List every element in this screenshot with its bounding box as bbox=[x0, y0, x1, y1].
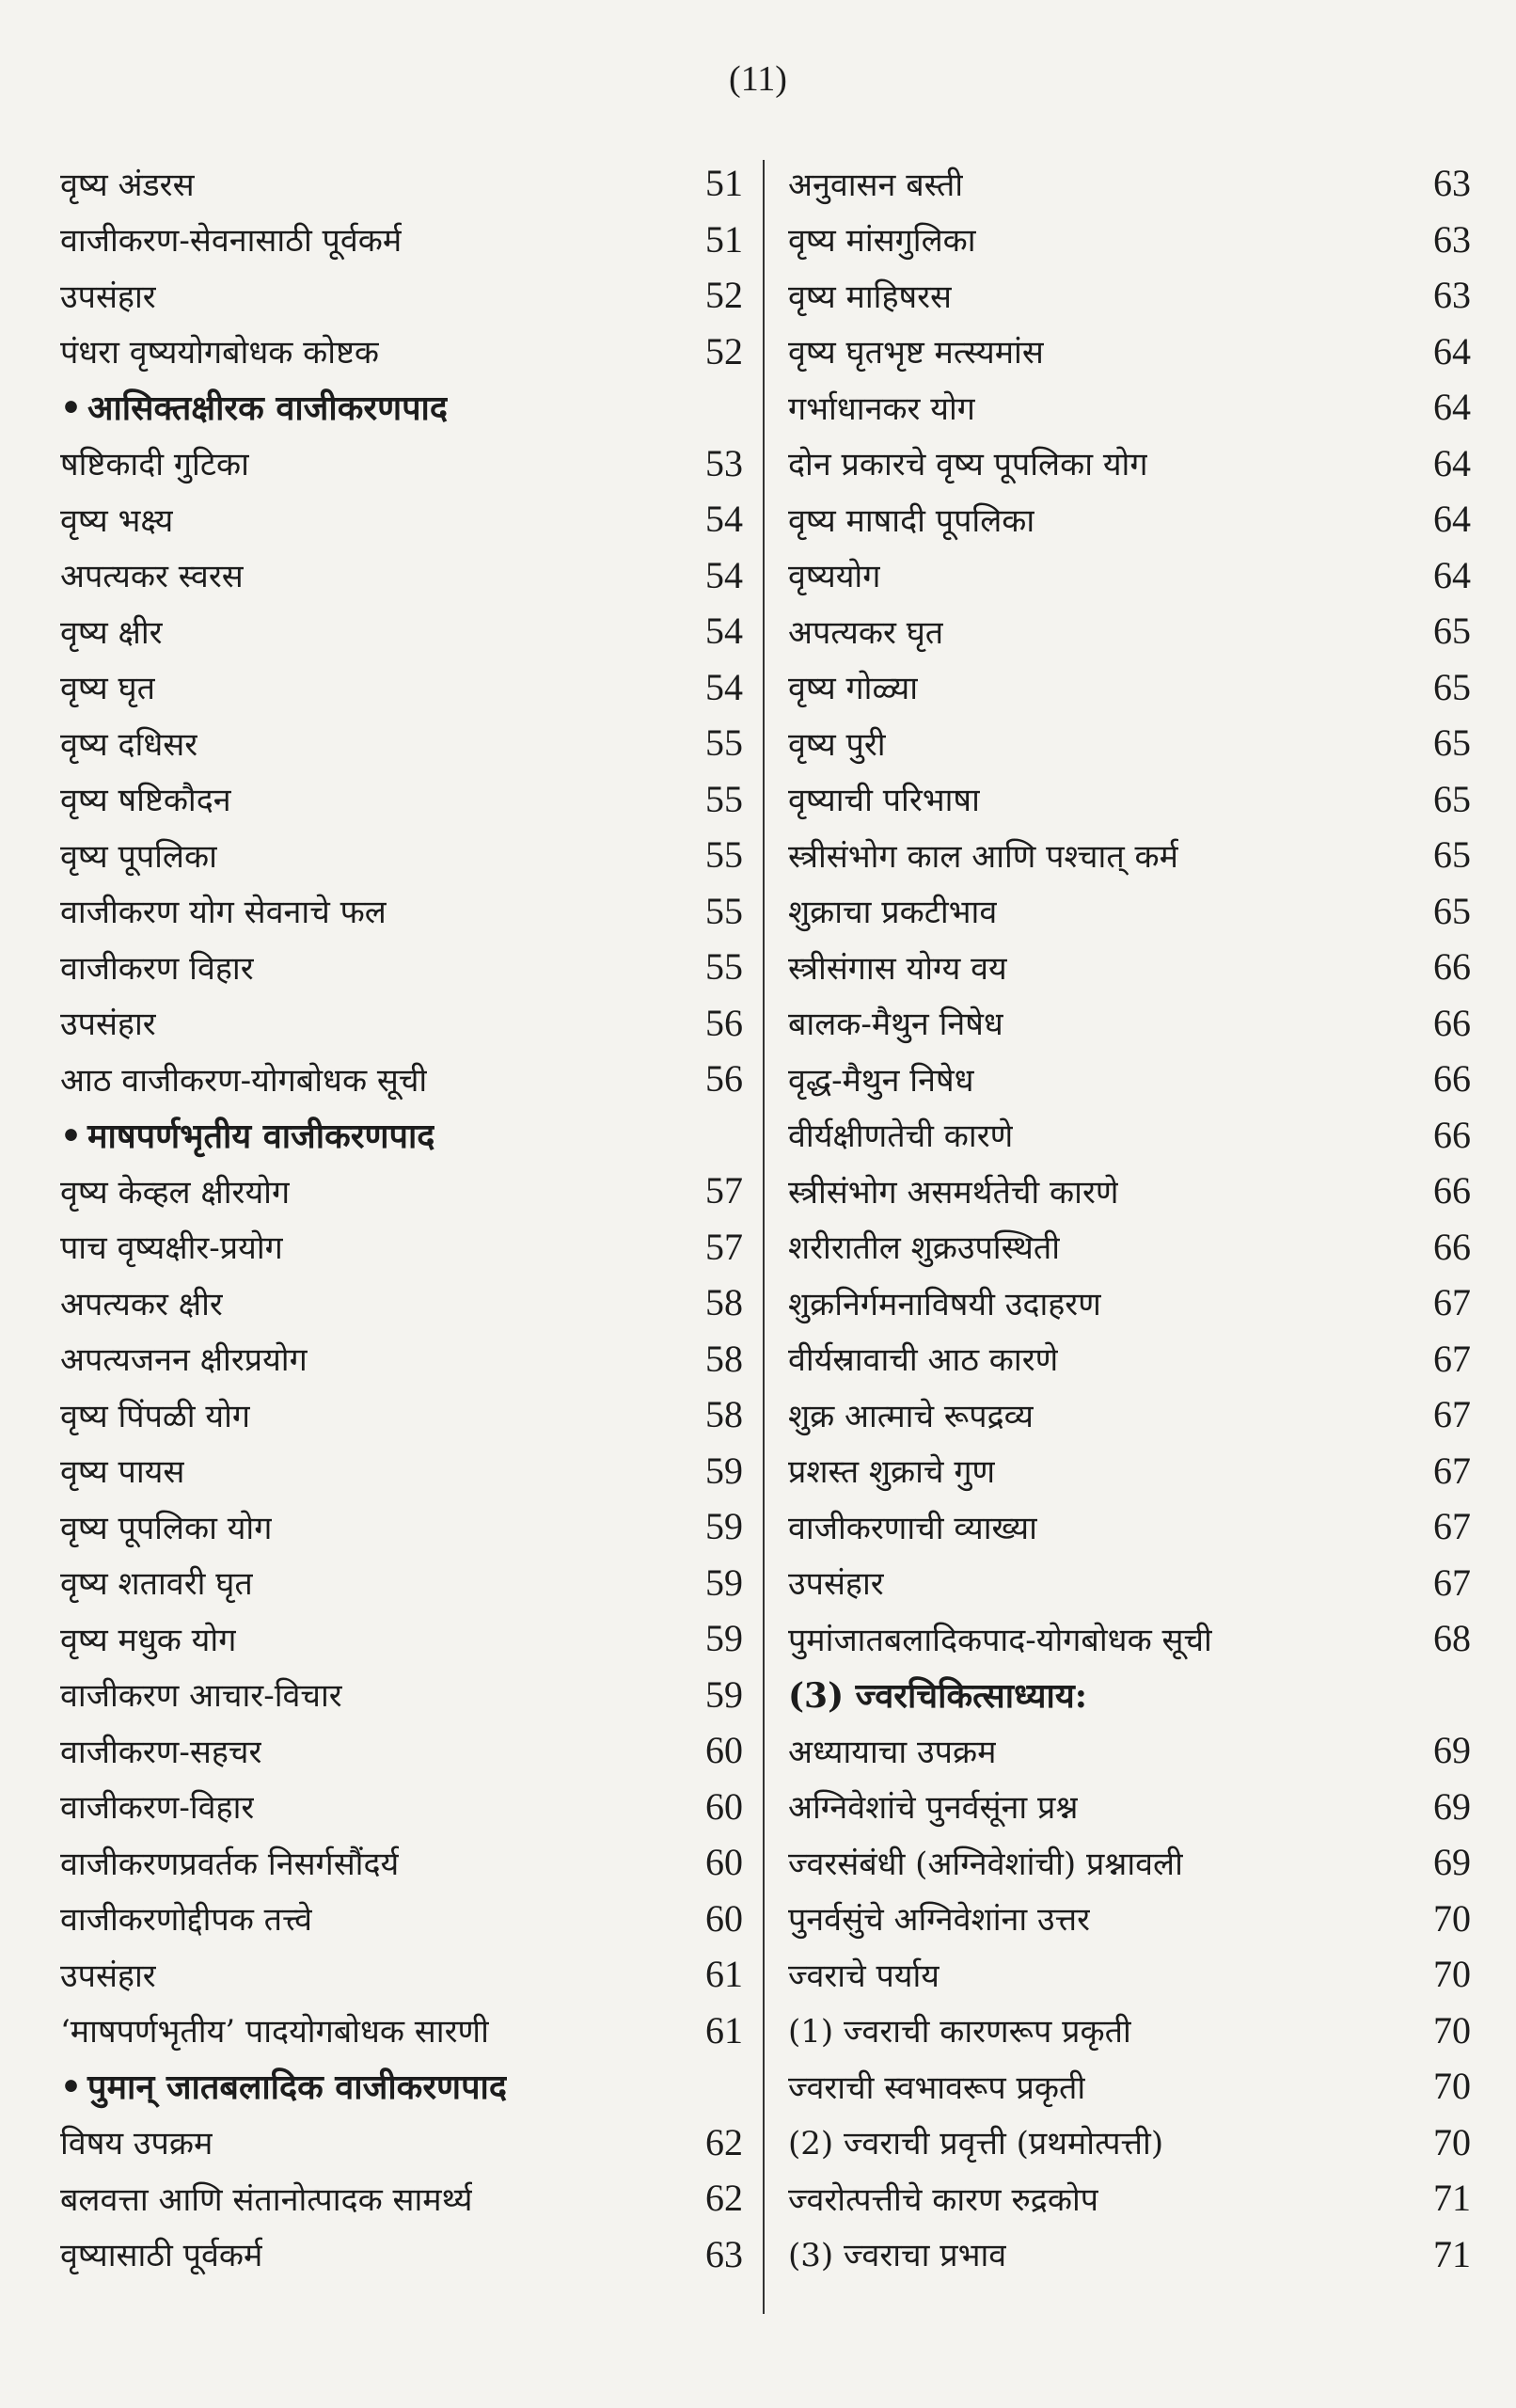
toc-entry bbox=[788, 1051, 1475, 1107]
toc-entry bbox=[788, 1443, 1475, 1499]
toc-entry-page: 64 bbox=[1433, 386, 1471, 429]
toc-entry-title: आसिक्तक्षीरक वाजीकरणपाद bbox=[87, 388, 448, 429]
toc-entry-title: उपसंहार bbox=[788, 1565, 884, 1604]
toc-entry bbox=[60, 155, 747, 212]
toc-entry-title: अपत्यजनन क्षीरप्रयोग bbox=[60, 1341, 308, 1380]
toc-entry-page: 59 bbox=[705, 1449, 743, 1492]
toc-entry bbox=[60, 1331, 747, 1387]
toc-entry-page: 55 bbox=[705, 777, 743, 820]
toc-entry bbox=[788, 1498, 1475, 1555]
toc-entry-title: वाजीकरणोद्दीपक तत्त्वे bbox=[60, 1901, 313, 1940]
toc-entry bbox=[788, 379, 1475, 436]
toc-entry-page: 60 bbox=[705, 1784, 743, 1828]
toc-entry bbox=[788, 1722, 1475, 1779]
toc-entry-title: वृष्य पूपलिका bbox=[60, 837, 217, 876]
toc-entry-page: 65 bbox=[1433, 665, 1471, 708]
toc-entry-title: वीर्यक्षीणतेची कारणे bbox=[788, 1117, 1014, 1156]
toc-entry bbox=[60, 324, 747, 380]
toc-entry bbox=[788, 547, 1475, 604]
toc-entry-page: 62 bbox=[705, 2177, 743, 2220]
toc-entry-page: 55 bbox=[705, 833, 743, 877]
toc-entry-page: 70 bbox=[1433, 2008, 1471, 2052]
toc-entry-page: 66 bbox=[1433, 1225, 1471, 1268]
toc-entry-title: वृष्य दधिसर bbox=[60, 725, 198, 764]
toc-entry-page: 66 bbox=[1433, 945, 1471, 989]
toc-entry-page: 57 bbox=[705, 1169, 743, 1212]
toc-entry-page: 55 bbox=[705, 721, 743, 765]
toc-right-column bbox=[788, 155, 1475, 2282]
toc-entry-title: शुक्राचा प्रकटीभाव bbox=[788, 894, 998, 932]
toc-entry-title: शुक्र आत्माचे रूपद्रव्य bbox=[788, 1397, 1034, 1435]
toc-entry-page: 59 bbox=[705, 1505, 743, 1548]
toc-entry-page: 58 bbox=[705, 1281, 743, 1324]
toc-entry-title: वृष्य षष्टिकौदन bbox=[60, 782, 231, 820]
toc-entry-title: वृष्य माहिषरस bbox=[788, 277, 953, 316]
toc-entry-title: वृष्य केव्हल क्षीरयोग bbox=[60, 1173, 291, 1212]
toc-section-heading bbox=[60, 1107, 747, 1164]
toc-entry-title: वाजीकरण आचार-विचार bbox=[60, 1677, 342, 1716]
toc-entry-title: प्रशस्त शुक्राचे गुण bbox=[788, 1453, 996, 1492]
toc-entry bbox=[788, 1891, 1475, 1947]
toc-entry-page: 51 bbox=[705, 217, 743, 261]
toc-entry bbox=[788, 1107, 1475, 1164]
toc-entry bbox=[60, 212, 747, 268]
toc-entry-title: वृष्य घृत bbox=[60, 670, 155, 708]
toc-entry-title: वृष्य भक्ष्य bbox=[60, 501, 174, 540]
toc-entry bbox=[60, 2003, 747, 2059]
toc-entry-page: 54 bbox=[705, 665, 743, 708]
toc-entry-title: ज्वराची स्वभावरूप प्रकृती bbox=[788, 2068, 1086, 2107]
toc-entry-page: 54 bbox=[705, 610, 743, 653]
toc-entry bbox=[788, 883, 1475, 940]
toc-section-heading bbox=[788, 1667, 1475, 1723]
toc-entry-page: 69 bbox=[1433, 1784, 1471, 1828]
toc-entry bbox=[788, 2115, 1475, 2171]
toc-entry-title: ‘माषपर्णभृतीय’ पादयोगबोधक सारणी bbox=[60, 2013, 489, 2052]
toc-entry-title: पुमांजातबलादिकपाद-योगबोधक सूची bbox=[788, 1621, 1212, 1659]
toc-entry-title: बालक-मैथुन निषेध bbox=[788, 1006, 1003, 1044]
toc-entry-page: 71 bbox=[1433, 2177, 1471, 2220]
toc-entry bbox=[60, 771, 747, 828]
toc-entry-title: वृष्य पुरी bbox=[788, 725, 886, 764]
toc-entry-title: उपसंहार bbox=[60, 1956, 156, 1995]
toc-entry-page: 57 bbox=[705, 1225, 743, 1268]
toc-entry bbox=[60, 603, 747, 659]
toc-entry-page: 67 bbox=[1433, 1505, 1471, 1548]
toc-entry bbox=[60, 1667, 747, 1723]
toc-entry-title: वाजीकरण योग सेवनाचे फल bbox=[60, 894, 387, 932]
toc-entry bbox=[60, 1386, 747, 1443]
toc-entry-page: 67 bbox=[1433, 1560, 1471, 1604]
toc-entry bbox=[788, 1610, 1475, 1667]
toc-entry-page: 63 bbox=[1433, 162, 1471, 205]
toc-entry bbox=[60, 1498, 747, 1555]
toc-entry-title: वृष्ययोग bbox=[788, 558, 881, 596]
toc-entry bbox=[60, 1779, 747, 1835]
toc-entry-page: 69 bbox=[1433, 1729, 1471, 1772]
toc-entry-title: वाजीकरणप्रवर्तक निसर्गसौंदर्य bbox=[60, 1845, 400, 1883]
toc-entry bbox=[60, 2226, 747, 2283]
toc-entry bbox=[60, 995, 747, 1052]
toc-entry-title: विषय उपक्रम bbox=[60, 2125, 213, 2163]
toc-entry-title: गर्भाधानकर योग bbox=[788, 389, 975, 428]
toc-entry-page: 64 bbox=[1433, 329, 1471, 372]
toc-entry bbox=[60, 547, 747, 604]
toc-entry-title: वृष्य क्षीर bbox=[60, 613, 163, 652]
toc-entry-title: स्त्रीसंगास योग्य वय bbox=[788, 949, 1007, 988]
toc-entry bbox=[788, 2170, 1475, 2226]
bullet-icon: • bbox=[60, 388, 83, 429]
toc-entry-page: 61 bbox=[705, 2008, 743, 2052]
toc-entry bbox=[788, 659, 1475, 716]
toc-entry-title: अध्यायाचा उपक्रम bbox=[788, 1733, 997, 1771]
toc-entry bbox=[788, 1386, 1475, 1443]
toc-entry-page: 65 bbox=[1433, 833, 1471, 877]
toc-entry bbox=[60, 883, 747, 940]
toc-entry-title: दोन प्रकारचे वृष्य पूपलिका योग bbox=[788, 446, 1148, 484]
toc-entry-title: वाजीकरण-विहार bbox=[60, 1789, 255, 1828]
toc-entry bbox=[788, 155, 1475, 212]
toc-entry-title: शरीरातील शुक्रउपस्थिती bbox=[788, 1229, 1061, 1268]
toc-entry-page: 65 bbox=[1433, 721, 1471, 765]
toc-entry-title: अपत्यकर घृत bbox=[788, 613, 944, 652]
toc-entry bbox=[788, 1834, 1475, 1891]
toc-entry-page: 60 bbox=[705, 1729, 743, 1772]
toc-entry-title: (3) ज्वराचा प्रभाव bbox=[788, 2237, 1007, 2275]
toc-entry-title: स्त्रीसंभोग काल आणि पश्चात् कर्म bbox=[788, 837, 1178, 876]
toc-entry-title: वृष्य अंडरस bbox=[60, 166, 195, 204]
toc-entry bbox=[60, 1163, 747, 1219]
page-number: (11) bbox=[729, 59, 787, 99]
toc-entry-page: 59 bbox=[705, 1617, 743, 1660]
toc-entry bbox=[788, 1555, 1475, 1611]
toc-entry bbox=[60, 267, 747, 324]
toc-entry-page: 52 bbox=[705, 329, 743, 372]
toc-entry bbox=[788, 436, 1475, 492]
toc-entry-title: माषपर्णभृतीय वाजीकरणपाद bbox=[87, 1116, 435, 1156]
toc-entry-title: वाजीकरणाची व्याख्या bbox=[788, 1509, 1037, 1547]
column-divider bbox=[763, 160, 765, 2314]
toc-entry-page: 70 bbox=[1433, 1953, 1471, 1996]
toc-entry-page: 58 bbox=[705, 1337, 743, 1380]
toc-entry-title: वृष्यासाठी पूर्वकर्म bbox=[60, 2237, 263, 2275]
toc-entry-title: वाजीकरण-सहचर bbox=[60, 1733, 262, 1771]
toc-entry-title: (2) ज्वराची प्रवृत्ती (प्रथमोत्पत्ती) bbox=[788, 2125, 1164, 2163]
toc-entry-title: शुक्रनिर्गमनाविषयी उदाहरण bbox=[788, 1285, 1101, 1323]
toc-entry bbox=[788, 715, 1475, 771]
toc-entry bbox=[788, 1946, 1475, 2003]
toc-entry bbox=[60, 1051, 747, 1107]
toc-entry-title: आठ वाजीकरण-योगबोधक सूची bbox=[60, 1061, 428, 1100]
toc-entry-page: 58 bbox=[705, 1393, 743, 1436]
toc-entry-page: 55 bbox=[705, 945, 743, 989]
toc-entry-page: 66 bbox=[1433, 1169, 1471, 1212]
toc-entry-page: 56 bbox=[705, 1001, 743, 1044]
toc-entry-page: 67 bbox=[1433, 1281, 1471, 1324]
toc-entry-page: 71 bbox=[1433, 2232, 1471, 2275]
toc-entry-title: वाजीकरण विहार bbox=[60, 949, 254, 988]
toc-entry bbox=[788, 324, 1475, 380]
toc-entry-title: अग्निवेशांचे पुनर्वसूंना प्रश्न bbox=[788, 1789, 1079, 1828]
toc-entry-page: 61 bbox=[705, 1953, 743, 1996]
toc-entry-page: 63 bbox=[1433, 217, 1471, 261]
toc-entry bbox=[60, 1834, 747, 1891]
toc-section-heading bbox=[60, 379, 747, 436]
toc-entry bbox=[788, 1779, 1475, 1835]
toc-entry bbox=[788, 1331, 1475, 1387]
toc-entry-page: 67 bbox=[1433, 1393, 1471, 1436]
toc-entry bbox=[788, 995, 1475, 1052]
toc-entry-page: 55 bbox=[705, 889, 743, 932]
toc-entry-title: पुनर्वसुंचे अग्निवेशांना उत्तर bbox=[788, 1901, 1091, 1940]
toc-entry-page: 69 bbox=[1433, 1841, 1471, 1884]
toc-entry-title: ज्वरसंबंधी (अग्निवेशांची) प्रश्नावली bbox=[788, 1845, 1183, 1883]
toc-entry-page: 70 bbox=[1433, 1896, 1471, 1940]
toc-entry-page: 70 bbox=[1433, 2120, 1471, 2163]
toc-entry-title: पंधरा वृष्ययोगबोधक कोष्टक bbox=[60, 334, 380, 372]
toc-entry-page: 60 bbox=[705, 1841, 743, 1884]
toc-entry-title: पाच वृष्यक्षीर-प्रयोग bbox=[60, 1229, 283, 1268]
toc-entry-title: ज्वराचे पर्याय bbox=[788, 1956, 940, 1995]
toc-entry-title: पुमान् जातबलादिक वाजीकरणपाद bbox=[87, 2067, 507, 2108]
toc-entry-page: 54 bbox=[705, 553, 743, 596]
toc-entry bbox=[60, 1722, 747, 1779]
toc-entry-page: 65 bbox=[1433, 610, 1471, 653]
toc-entry bbox=[60, 2115, 747, 2171]
toc-entry-page: 62 bbox=[705, 2120, 743, 2163]
toc-entry-page: 66 bbox=[1433, 1057, 1471, 1101]
toc-entry bbox=[788, 491, 1475, 547]
toc-entry-title: अपत्यकर स्वरस bbox=[60, 558, 244, 596]
toc-entry-page: 67 bbox=[1433, 1337, 1471, 1380]
toc-section-heading bbox=[60, 2058, 747, 2115]
toc-left-column bbox=[60, 155, 747, 2282]
toc-entry-page: 63 bbox=[1433, 274, 1471, 317]
toc-entry-page: 65 bbox=[1433, 889, 1471, 932]
toc-entry-title: वृद्ध-मैथुन निषेध bbox=[788, 1061, 974, 1100]
toc-entry-title: वृष्य मधुक योग bbox=[60, 1621, 237, 1659]
toc-entry bbox=[60, 939, 747, 995]
toc-entry-title: षष्टिकादी गुटिका bbox=[60, 446, 249, 484]
toc-entry-page: 54 bbox=[705, 498, 743, 541]
toc-entry-title: वृष्य पूपलिका योग bbox=[60, 1509, 273, 1547]
toc-entry bbox=[60, 1219, 747, 1275]
toc-entry-page: 65 bbox=[1433, 777, 1471, 820]
toc-entry-page: 70 bbox=[1433, 2065, 1471, 2108]
toc-entry bbox=[60, 1946, 747, 2003]
toc-entry bbox=[788, 212, 1475, 268]
toc-entry bbox=[60, 715, 747, 771]
toc-entry bbox=[788, 1163, 1475, 1219]
toc-entry bbox=[60, 1891, 747, 1947]
toc-entry bbox=[788, 2226, 1475, 2283]
toc-entry-page: 56 bbox=[705, 1057, 743, 1101]
toc-entry-title: बलवत्ता आणि संतानोत्पादक सामर्थ्य bbox=[60, 2180, 473, 2219]
toc-entry-page: 66 bbox=[1433, 1001, 1471, 1044]
toc-entry bbox=[60, 659, 747, 716]
toc-entry-title: उपसंहार bbox=[60, 277, 156, 316]
toc-entry bbox=[60, 1555, 747, 1611]
toc-entry bbox=[60, 2170, 747, 2226]
toc-entry-title: अनुवासन बस्ती bbox=[788, 166, 964, 204]
toc-entry-title: वृष्याची परिभाषा bbox=[788, 782, 980, 820]
toc-entry-title: ज्वरोत्पत्तीचे कारण रुद्रकोप bbox=[788, 2180, 1099, 2219]
toc-entry-title: वृष्य पिंपळी योग bbox=[60, 1397, 251, 1435]
bullet-icon: • bbox=[60, 2067, 83, 2108]
toc-entry-title: वाजीकरण-सेवनासाठी पूर्वकर्म bbox=[60, 222, 403, 261]
toc-entry bbox=[788, 1275, 1475, 1331]
toc-entry bbox=[788, 2058, 1475, 2115]
toc-entry-title: अपत्यकर क्षीर bbox=[60, 1285, 223, 1323]
toc-entry-page: 52 bbox=[705, 274, 743, 317]
toc-entry-title: वृष्य माषादी पूपलिका bbox=[788, 501, 1035, 540]
toc-entry-title: वीर्यस्रावाची आठ कारणे bbox=[788, 1341, 1059, 1380]
toc-entry-title: (3) ज्वरचिकित्साध्याय: bbox=[788, 1675, 1088, 1716]
toc-entry-page: 64 bbox=[1433, 498, 1471, 541]
toc-entry bbox=[788, 2003, 1475, 2059]
bullet-icon: • bbox=[60, 1116, 83, 1156]
toc-entry-title: स्त्रीसंभोग असमर्थतेची कारणे bbox=[788, 1173, 1119, 1212]
toc-entry bbox=[60, 827, 747, 883]
toc-entry-page: 66 bbox=[1433, 1113, 1471, 1156]
toc-entry bbox=[788, 603, 1475, 659]
toc-entry-page: 53 bbox=[705, 441, 743, 484]
toc-entry bbox=[60, 1610, 747, 1667]
toc-entry-page: 64 bbox=[1433, 553, 1471, 596]
toc-entry-page: 68 bbox=[1433, 1617, 1471, 1660]
toc-entry-page: 59 bbox=[705, 1560, 743, 1604]
toc-entry-title: वृष्य मांसगुलिका bbox=[788, 222, 976, 261]
toc-entry bbox=[788, 827, 1475, 883]
toc-entry-page: 67 bbox=[1433, 1449, 1471, 1492]
toc-entry bbox=[788, 267, 1475, 324]
toc-entry-page: 63 bbox=[705, 2232, 743, 2275]
toc-entry-title: वृष्य शतावरी घृत bbox=[60, 1565, 253, 1604]
toc-entry bbox=[788, 939, 1475, 995]
toc-entry-page: 64 bbox=[1433, 441, 1471, 484]
toc-entry-page: 51 bbox=[705, 162, 743, 205]
toc-entry-page: 59 bbox=[705, 1672, 743, 1716]
toc-entry bbox=[60, 1443, 747, 1499]
toc-entry bbox=[788, 771, 1475, 828]
toc-entry-title: वृष्य घृतभृष्ट मत्स्यमांस bbox=[788, 334, 1044, 372]
toc-entry bbox=[60, 1275, 747, 1331]
toc-entry-title: (1) ज्वराची कारणरूप प्रकृती bbox=[788, 2013, 1131, 2052]
toc-entry-title: वृष्य पायस bbox=[60, 1453, 185, 1492]
toc-entry-page: 60 bbox=[705, 1896, 743, 1940]
toc-entry bbox=[60, 436, 747, 492]
toc-entry-title: वृष्य गोळ्या bbox=[788, 670, 919, 708]
toc-entry bbox=[60, 491, 747, 547]
toc-entry-title: उपसंहार bbox=[60, 1006, 156, 1044]
toc-entry bbox=[788, 1219, 1475, 1275]
